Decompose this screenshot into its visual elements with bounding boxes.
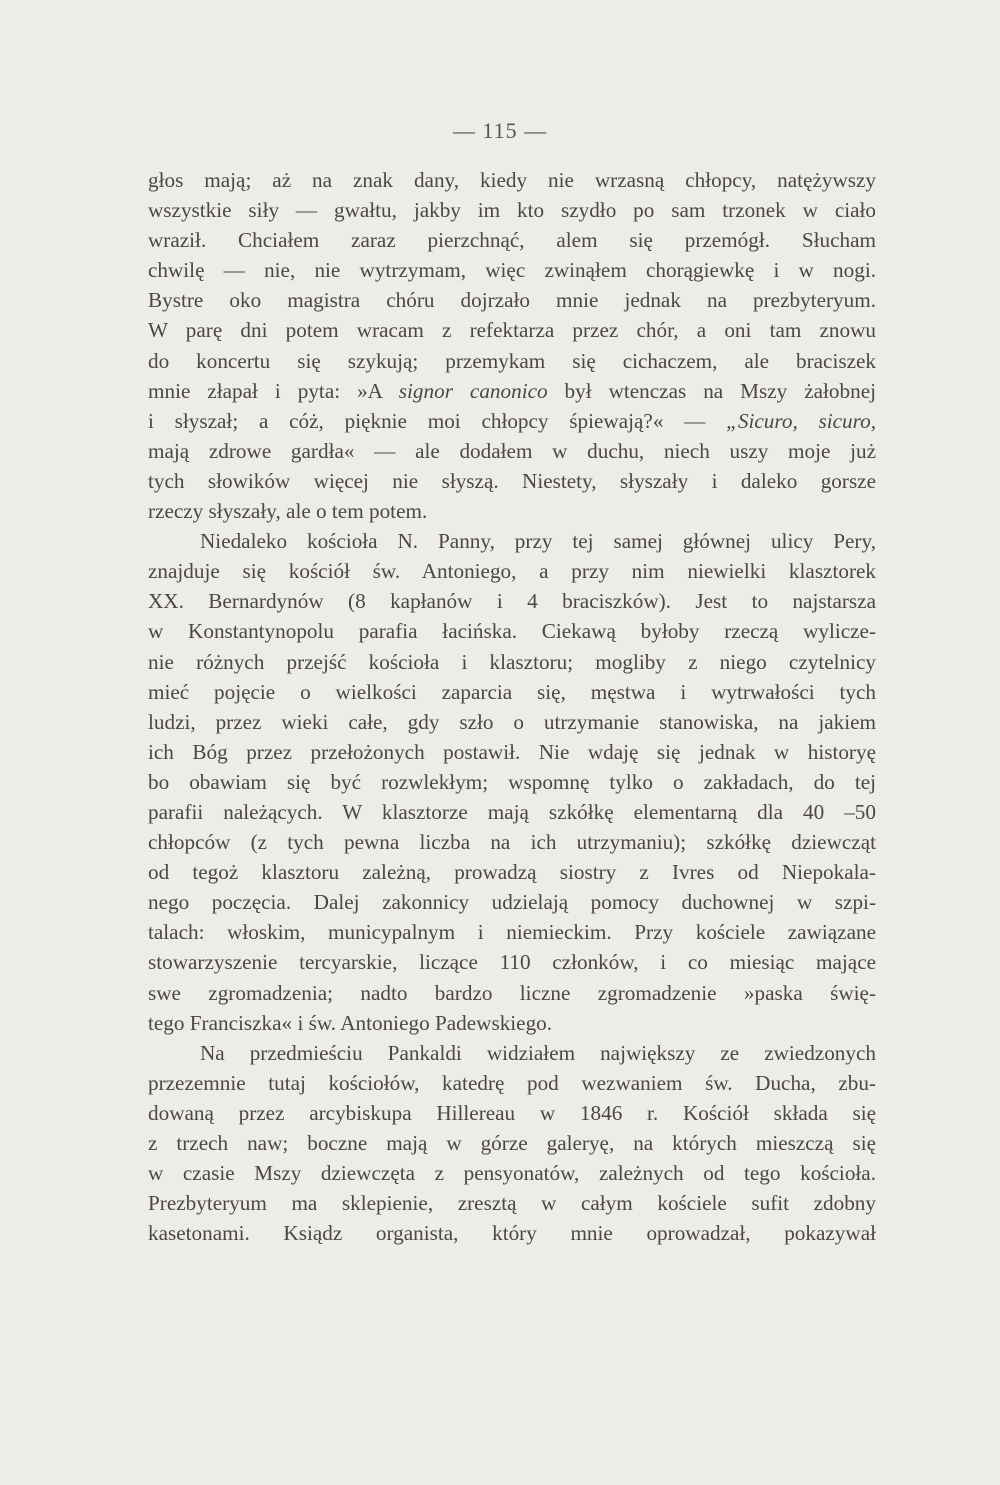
text-line: od tegoż klasztoru zależną, prowadzą siostry z Ivres od Niepokala-: [148, 860, 876, 885]
text-line: rzeczy słyszały, ale o tem potem.: [148, 499, 428, 524]
text-line: dowaną przez arcybiskupa Hillereau w 1846 r. Kościół składa się: [148, 1100, 876, 1125]
text-line: ich Bóg przez przełożonych postawił. Nie wdaję się jednak w historyę: [148, 739, 876, 764]
italic-phrase: „Sicuro, sicuro,: [726, 408, 876, 433]
text-line: parafii należących. W klasztorze mają szkółkę elementarną dla 40 –50: [148, 799, 876, 824]
page-number: — 115 —: [452, 118, 548, 143]
text-line: [148, 406, 876, 436]
text-line: kasetonami. Ksiądz organista, który mnie oprowadzał, pokazywał: [148, 1221, 876, 1246]
text-line: nie różnych przejść kościoła i klasztoru; mogliby z niego czytelnicy: [148, 649, 876, 674]
text-line: mają zdrowe gardła« — ale dodałem w duchu, niech uszy moje już: [148, 438, 876, 463]
text-line: mieć pojęcie o wielkości zaparcia się, męstwa i wytrwałości tych: [148, 679, 876, 704]
text-line: W parę dni potem wracam z refektarza przez chór, a oni tam znowu: [148, 318, 876, 343]
text-segment: mnie złapał i pyta: »A: [148, 378, 399, 403]
text-segment: i słyszał; a cóż, pięknie moi chłopcy śpiewają?« —: [148, 408, 727, 433]
body-text: [148, 165, 876, 1248]
text-line: bo obawiam się być rozwlekłym; wspomnę tylko o zakładach, do tej: [148, 769, 876, 794]
text-line: tych słowików więcej nie słyszą. Niestety, słyszały i daleko gorsze: [148, 468, 876, 493]
text-line: ludzi, przez wieki całe, gdy szło o utrzymanie stanowiska, na jakiem: [148, 709, 876, 734]
text-line: Bystre oko magistra chóru dojrzało mnie jednak na prezbyteryum.: [148, 288, 876, 313]
text-line: przezemnie tutaj kościołów, katedrę pod wezwaniem św. Ducha, zbu-: [148, 1070, 876, 1095]
text-line: chłopców (z tych pewna liczba na ich utrzymaniu); szkółkę dziewcząt: [148, 830, 876, 855]
italic-phrase: signor canonico: [398, 378, 548, 403]
text-segment: był wtenczas na Mszy żałobnej: [547, 378, 876, 403]
text-line: stowarzyszenie tercyarskie, liczące 110 członków, i co miesiąc mające: [148, 950, 876, 975]
text-line: nego poczęcia. Dalej zakonnicy udzielają pomocy duchownej w szpi-: [148, 890, 876, 915]
text-line: wraził. Chciałem zaraz pierzchnąć, alem się przemógł. Słucham: [148, 228, 876, 253]
text-line: w Konstantynopolu parafia łacińska. Ciekawą byłoby rzeczą wylicze-: [148, 619, 876, 644]
text-line: swe zgromadzenia; nadto bardzo liczne zgromadzenie »paska świę-: [148, 980, 876, 1005]
text-line: [148, 376, 876, 406]
text-line: talach: włoskim, municypalnym i niemieckim. Przy kościele zawiązane: [148, 920, 876, 945]
text-line: chwilę — nie, nie wytrzymam, więc zwinąłem chorągiewkę i w nogi.: [148, 258, 876, 283]
text-line: w czasie Mszy dziewczęta z pensyonatów, zależnych od tego kościoła.: [148, 1161, 876, 1186]
text-line: wszystkie siły — gwałtu, jakby im kto szydło po sam trzonek w ciało: [148, 198, 876, 223]
text-line: XX. Bernardynów (8 kapłanów i 4 braciszków). Jest to najstarsza: [148, 589, 876, 614]
text-line: Niedaleko kościoła N. Panny, przy tej samej głównej ulicy Pery,: [200, 529, 876, 554]
text-line: z trzech naw; boczne mają w górze galeryę, na których mieszczą się: [148, 1131, 876, 1155]
text-line: głos mają; aż na znak dany, kiedy nie wrzasną chłopcy, natężywszy: [148, 168, 876, 192]
text-line: znajduje się kościół św. Antoniego, a przy nim niewielki klasztorek: [148, 559, 876, 584]
text-line: Na przedmieściu Pankaldi widziałem największy ze zwiedzonych: [200, 1040, 876, 1065]
text-line: tego Franciszka« i św. Antoniego Padewskiego.: [148, 1010, 553, 1035]
text-line: Prezbyteryum ma sklepienie, zresztą w całym kościele sufit zdobny: [148, 1191, 876, 1216]
text-line: do koncertu się szykują; przemykam się cichaczem, ale braciszek: [148, 348, 876, 373]
